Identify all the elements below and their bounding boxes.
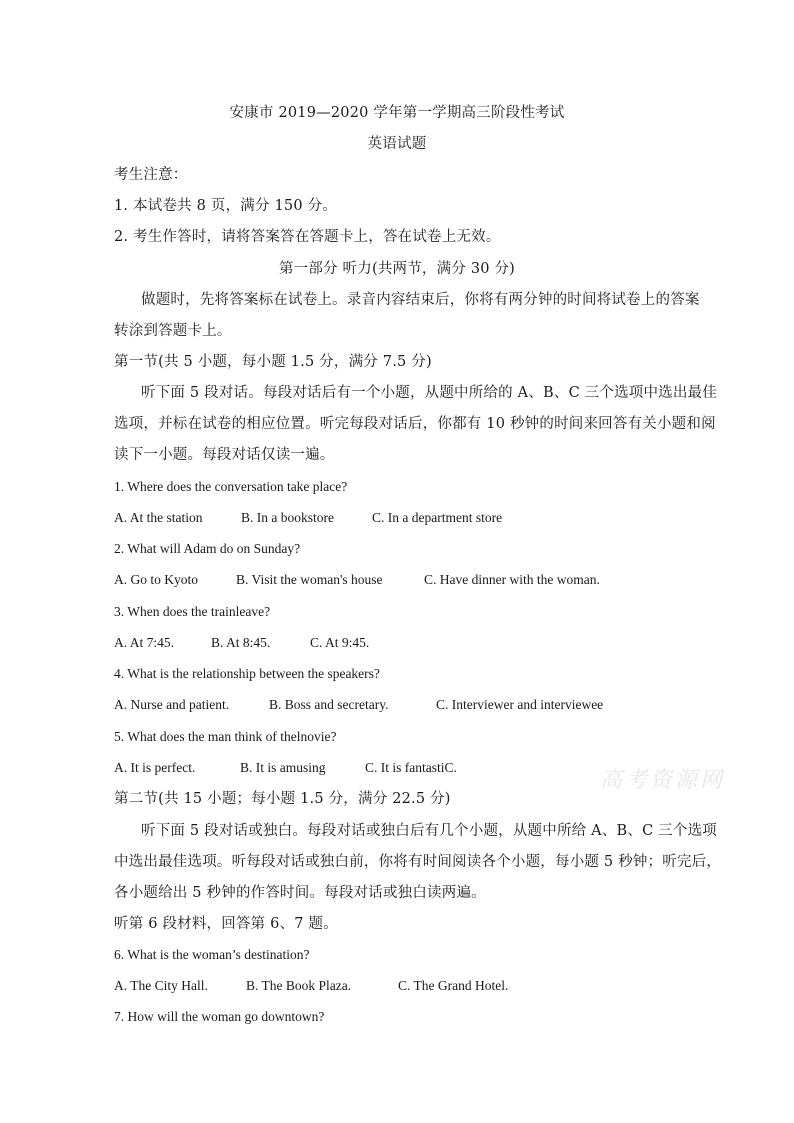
q5-option-c: C. It is fantastiC.	[365, 760, 457, 775]
question-6: 6. What is the woman’s destination?	[114, 947, 310, 962]
q4-option-b: B. Boss and secretary.	[269, 697, 389, 712]
section2-intro-line3: 各小题给出 5 秒钟的作答时间。每段对话或独白读两遍。	[114, 885, 486, 901]
question-5: 5. What does the man think of thelnovie?	[114, 729, 337, 744]
section1-intro-line1: 听下面 5 段对话。每段对话后有一个小题，从题中所给的 A、B、C 三个选项中选出最佳	[141, 385, 717, 401]
q2-option-b: B. Visit the woman's house	[236, 572, 383, 587]
q4-option-a: A. Nurse and patient.	[114, 697, 230, 712]
notice-item-2: 2. 考生作答时，请将答案答在答题卡上，答在试卷上无效。	[114, 229, 501, 245]
q3-option-a: A. At 7:45.	[114, 635, 175, 650]
material-6-note: 听第 6 段材料，回答第 6、7 题。	[114, 916, 338, 932]
q1-option-b: B. In a bookstore	[241, 510, 334, 525]
notice-heading: 考生注意：	[114, 167, 188, 183]
exam-title: 安康市 2019—2020 学年第一学期高三阶段性考试	[229, 105, 565, 121]
q1-option-c: C. In a department store	[372, 510, 503, 525]
q3-option-b: B. At 8:45.	[211, 635, 271, 650]
part1-intro-line1: 做题时，先将答案标在试卷上。录音内容结束后，你将有两分钟的时间将试卷上的答案	[141, 292, 700, 308]
q2-option-a: A. Go to Kyoto	[114, 572, 198, 587]
q5-option-a: A. It is perfect.	[114, 760, 196, 775]
question-3: 3. When does the trainleave?	[114, 604, 271, 619]
part1-intro-line2: 转涂到答题卡上。	[114, 323, 232, 339]
section2-title: 第二节(共 15 小题；每小题 1.5 分，满分 22.5 分)	[114, 791, 451, 807]
question-4: 4. What is the relationship between the speakers?	[114, 666, 380, 681]
question-1: 1. Where does the conversation take place?	[114, 479, 348, 494]
section2-intro-line1: 听下面 5 段对话或独白。每段对话或独白后有几个小题，从题中所给 A、B、C 三个选项	[141, 823, 717, 839]
q4-option-c: C. Interviewer and interviewee	[436, 697, 604, 712]
q1-option-a: A. At the station	[114, 510, 203, 525]
section1-title: 第一节(共 5 小题，每小题 1.5 分，满分 7.5 分)	[114, 354, 432, 370]
section1-intro-line3: 读下一小题。每段对话仅读一遍。	[114, 447, 335, 463]
q3-option-c: C. At 9:45.	[310, 635, 370, 650]
q6-option-c: C. The Grand Hotel.	[398, 978, 509, 993]
part1-title: 第一部分 听力(共两节，满分 30 分)	[278, 261, 516, 277]
section2-intro-line2: 中选出最佳选项。听每段对话或独白前，你将有时间阅读各个小题，每小题 5 秒钟；听完后，	[114, 854, 722, 870]
q2-option-c: C. Have dinner with the woman.	[424, 572, 600, 587]
notice-item-1: 1. 本试卷共 8 页，满分 150 分。	[114, 198, 337, 214]
question-7: 7. How will the woman go downtown?	[114, 1009, 325, 1024]
question-2: 2. What will Adam do on Sunday?	[114, 541, 301, 556]
subject-title: 英语试题	[367, 136, 427, 152]
q6-option-a: A. The City Hall.	[114, 978, 208, 993]
section1-intro-line2: 选项，并标在试卷的相应位置。听完每段对话后，你都有 10 秒钟的时间来回答有关小题和阅	[114, 416, 716, 432]
q5-option-b: B. It is amusing	[240, 760, 326, 775]
q6-option-b: B. The Book Plaza.	[246, 978, 352, 993]
watermark-logo: 高考资源网	[600, 768, 726, 793]
